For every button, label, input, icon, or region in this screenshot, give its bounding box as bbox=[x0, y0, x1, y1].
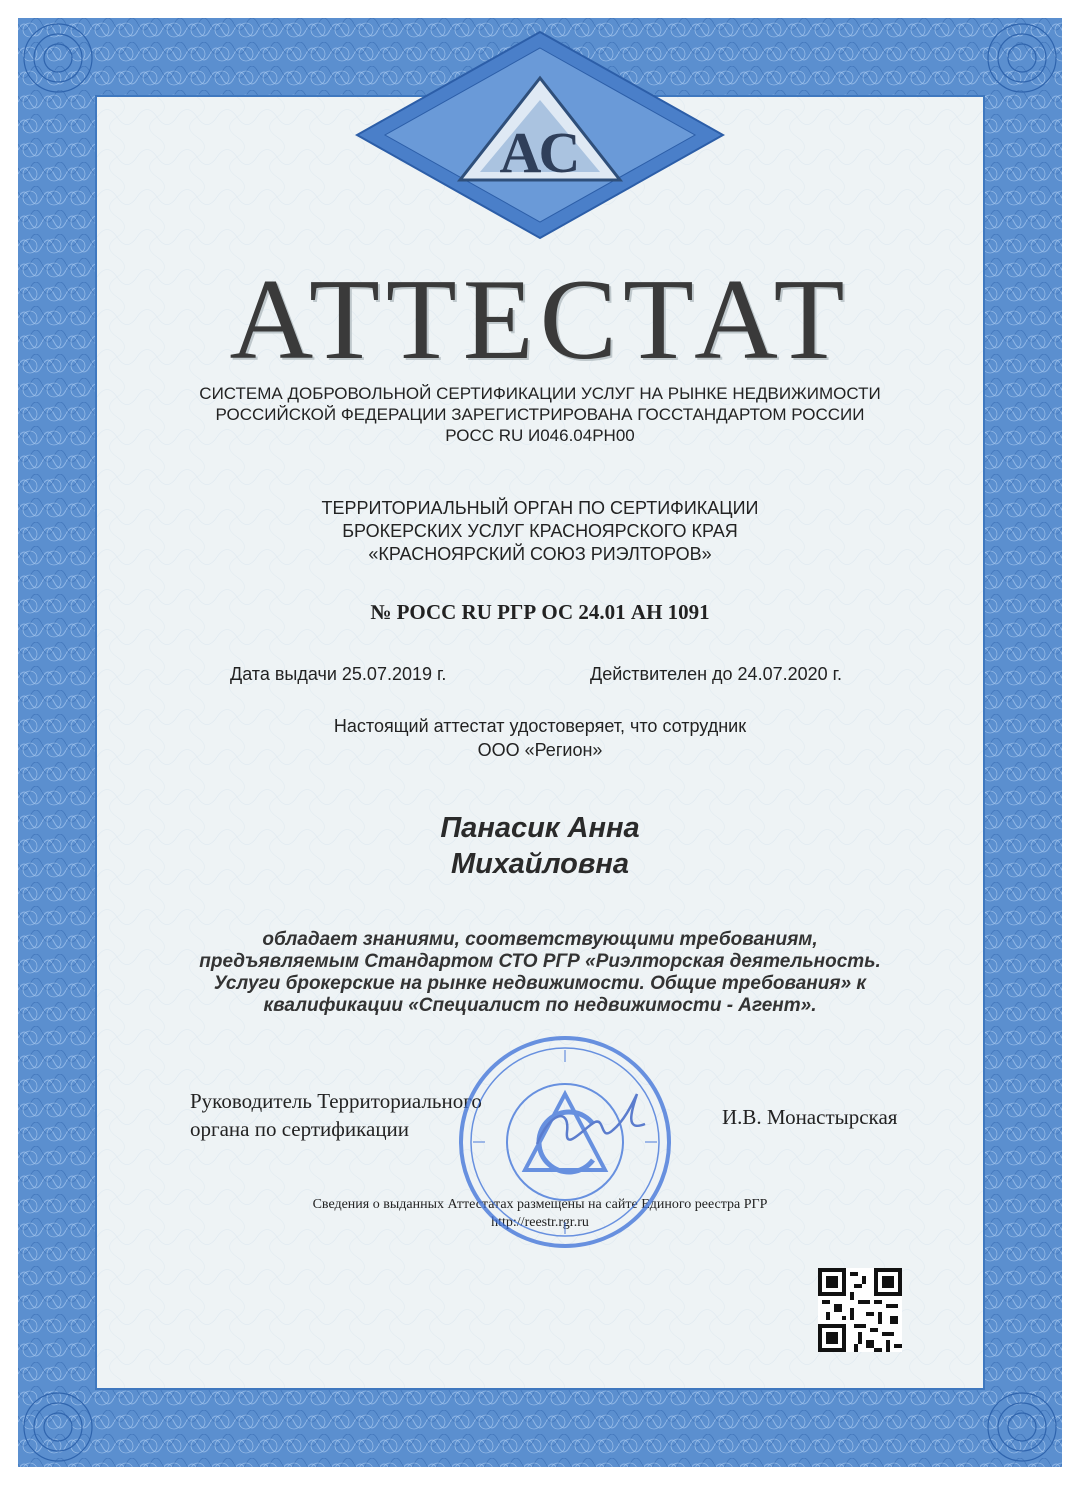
certificate-number: № РОСС RU РГР ОС 24.01 АН 1091 bbox=[370, 600, 710, 624]
signature-label-line-2: органа по сертификации bbox=[190, 1117, 410, 1141]
signature-label bbox=[190, 1087, 482, 1143]
organ-line-3: «КРАСНОЯРСКИЙ СОЮЗ РИЭЛТОРОВ» bbox=[368, 544, 712, 564]
holder-name bbox=[95, 810, 985, 882]
signature-label-line-1: Руководитель Территориального bbox=[190, 1089, 482, 1113]
certify-line-1: Настоящий аттестат удостоверяет, что сотрудник bbox=[333, 716, 747, 736]
valid-until-date: Действителен до 24.07.2020 г. bbox=[590, 664, 842, 684]
certification-system-block bbox=[95, 383, 985, 446]
certificate-title: АТТЕСТАТ bbox=[229, 256, 851, 384]
holder-name-line-2: Михайловна bbox=[451, 848, 629, 880]
organ-line-2: БРОКЕРСКИХ УСЛУГ КРАСНОЯРСКОГО КРАЯ bbox=[342, 521, 738, 541]
qr-code-icon bbox=[818, 1268, 902, 1352]
system-line-2: РОССИЙСКОЙ ФЕДЕРАЦИИ ЗАРЕГИСТРИРОВАНА ГОССТАНДАРТОМ РОССИИ bbox=[215, 405, 865, 424]
certify-statement bbox=[95, 714, 985, 762]
territorial-organ-block bbox=[95, 497, 985, 566]
certify-line-2: ООО «Регион» bbox=[477, 740, 603, 760]
holder-name-line-1: Панасик Анна bbox=[440, 812, 640, 844]
system-line-3: РОСС RU И046.04РН00 bbox=[445, 426, 635, 445]
diamond-logo-icon bbox=[355, 30, 725, 240]
qualification-line-3: Услуги брокерские на рынке недвижимости. Общие требования» к bbox=[213, 973, 867, 994]
signer-name: И.В. Монастырская bbox=[722, 1105, 898, 1129]
qualification-line-4: квалификации «Специалист по недвижимости - Агент». bbox=[263, 995, 817, 1016]
logo-text: АС bbox=[499, 120, 581, 185]
registry-url: http://reestr.rgr.ru bbox=[491, 1215, 589, 1230]
system-line-1: СИСТЕМА ДОБРОВОЛЬНОЙ СЕРТИФИКАЦИИ УСЛУГ НА РЫНКЕ НЕДВИЖИМОСТИ bbox=[199, 384, 881, 403]
qualification-line-1: обладает знаниями, соответствующими требованиям, bbox=[262, 929, 818, 950]
round-seal-stamp bbox=[455, 1032, 675, 1252]
organ-line-1: ТЕРРИТОРИАЛЬНЫЙ ОРГАН ПО СЕРТИФИКАЦИИ bbox=[321, 498, 759, 518]
qualification-line-2: предъявляемым Стандартом СТО РГР «Риэлторская деятельность. bbox=[199, 951, 881, 972]
qualification-text bbox=[95, 929, 985, 1017]
registry-line-1: Сведения о выданных Аттестатах размещены на сайте Единого реестра РГР bbox=[312, 1197, 768, 1212]
issue-date: Дата выдачи 25.07.2019 г. bbox=[230, 664, 447, 684]
